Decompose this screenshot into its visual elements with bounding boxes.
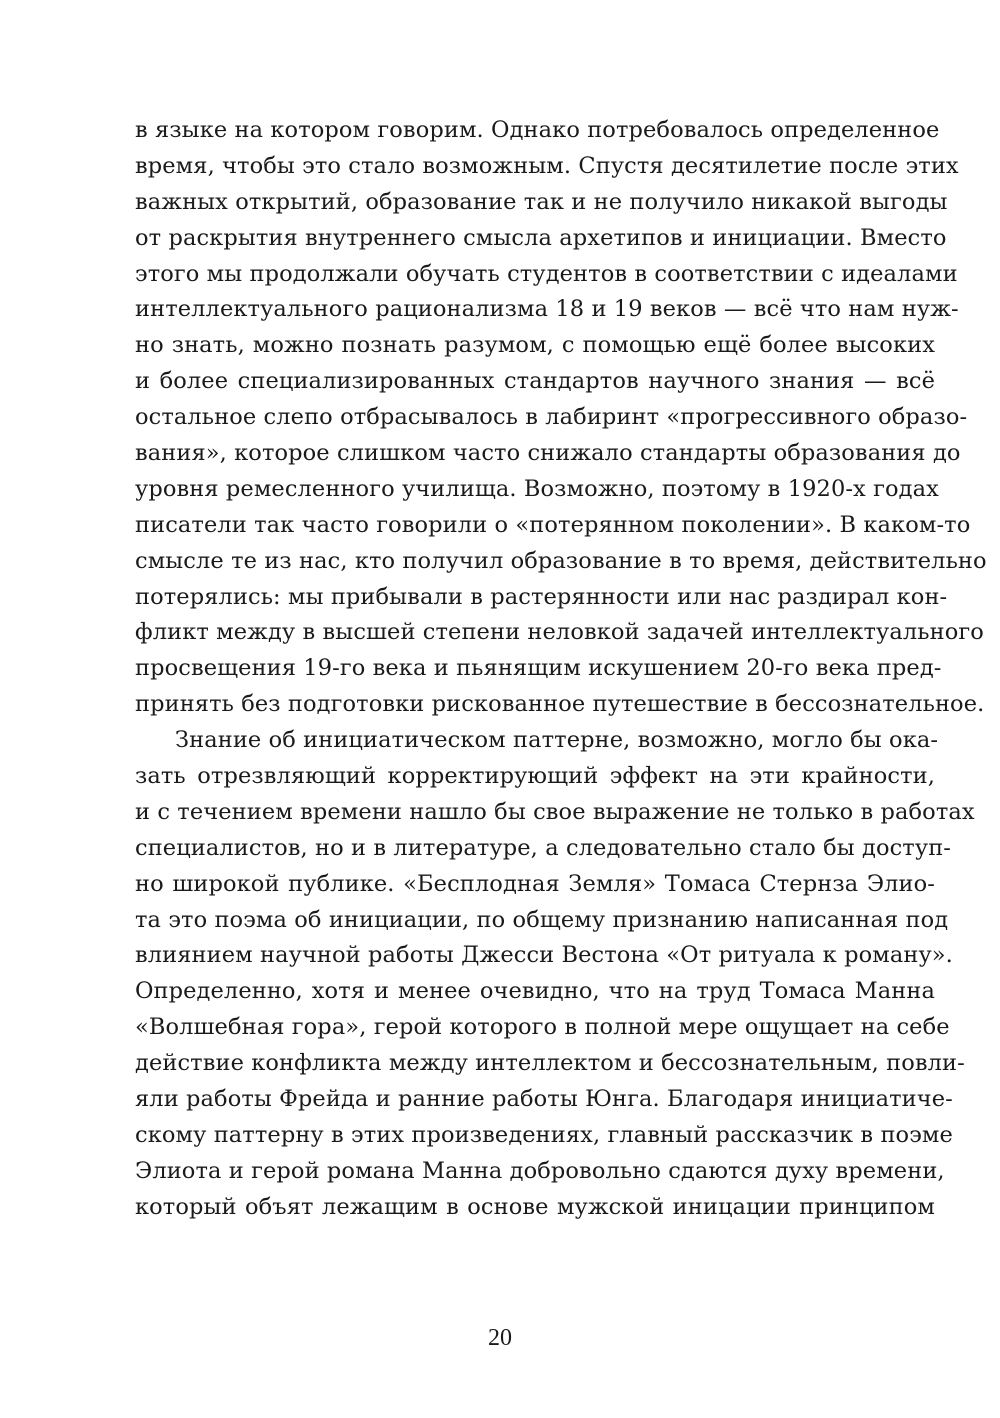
- text-line: «Волшебная гора», герой которого в полной мере ощущает на себе: [135, 1014, 950, 1041]
- text-line: яли работы Фрейда и ранние работы Юнга. Благодаря инициатиче-: [135, 1086, 953, 1113]
- text-line: который объят лежащим в основе мужской иницации принципом: [135, 1193, 935, 1220]
- text-line: просвещения 19-го века и пьянящим искушением 20-го века пред-: [135, 655, 942, 682]
- text-line: этого мы продолжали обучать студентов в соответствии с идеалами: [135, 260, 958, 287]
- text-line: но знать, можно познать разумом, с помощью ещё более высоких: [135, 332, 935, 359]
- paragraph-2: [135, 723, 975, 1225]
- text-line: важных открытий, образование так и не получило никакой выгоды: [135, 188, 948, 215]
- text-line: время, чтобы это стало возможным. Спустя десятилетие после этих: [135, 152, 959, 179]
- text-line: остальное слепо отбрасывалось в лабиринт «прогрессивного образо-: [135, 404, 968, 431]
- text-line: специалистов, но и в литературе, а следовательно стало бы доступ-: [135, 834, 951, 861]
- text-line: интеллектуального рационализма 18 и 19 веков — всё что нам нуж-: [135, 296, 959, 323]
- text-line: Элиота и герой романа Манна добровольно сдаются духу времени,: [135, 1157, 945, 1184]
- paragraph-1: [135, 113, 987, 723]
- text-line: Определенно, хотя и менее очевидно, что на труд Томаса Манна: [135, 978, 935, 1005]
- text-line: в языке на котором говорим. Однако потребовалось определенное: [135, 117, 940, 143]
- page-body: [135, 113, 987, 1226]
- text-line: принять без подготовки рискованное путешествие в бессознательное.: [135, 691, 985, 718]
- text-line: вания», которое слишком часто снижало стандарты образования до: [135, 440, 961, 467]
- text-line: и с течением времени нашло бы свое выражение не только в работах: [135, 798, 975, 825]
- text-line: фликт между в высшей степени неловкой задачей интеллектуального: [135, 619, 984, 646]
- text-line: уровня ремесленного училища. Возможно, поэтому в 1920-х годах: [135, 475, 939, 502]
- text-line: скому паттерну в этих произведениях, главный рассказчик в поэме: [135, 1121, 953, 1148]
- text-line: от раскрытия внутреннего смысла архетипов и инициации. Вместо: [135, 224, 947, 251]
- page-number: 20: [488, 1325, 512, 1351]
- text-line: но широкой публике. «Бесплодная Земля» Томаса Стернза Элио-: [135, 870, 935, 897]
- text-line: действие конфликта между интеллектом и бессознательным, повли-: [135, 1050, 965, 1077]
- text-line: влиянием научной работы Джесси Вестона «От ритуала к роману».: [135, 942, 953, 969]
- text-line: писатели так часто говорили о «потерянном поколении». В каком-то: [135, 511, 971, 538]
- text-line: та это поэма об инициации, по общему признанию написанная под: [135, 906, 949, 933]
- text-line: Знание об инициатическом паттерне, возможно, могло бы ока-: [175, 727, 939, 754]
- text-line: потерялись: мы прибывали в растерянности или нас раздирал кон-: [135, 583, 948, 610]
- text-line: зать отрезвляющий корректирующий эффект на эти крайности,: [135, 763, 935, 790]
- text-line: смысле те из нас, кто получил образование в то время, действительно: [135, 547, 987, 574]
- text-line: и более специализированных стандартов научного знания — всё: [135, 368, 935, 395]
